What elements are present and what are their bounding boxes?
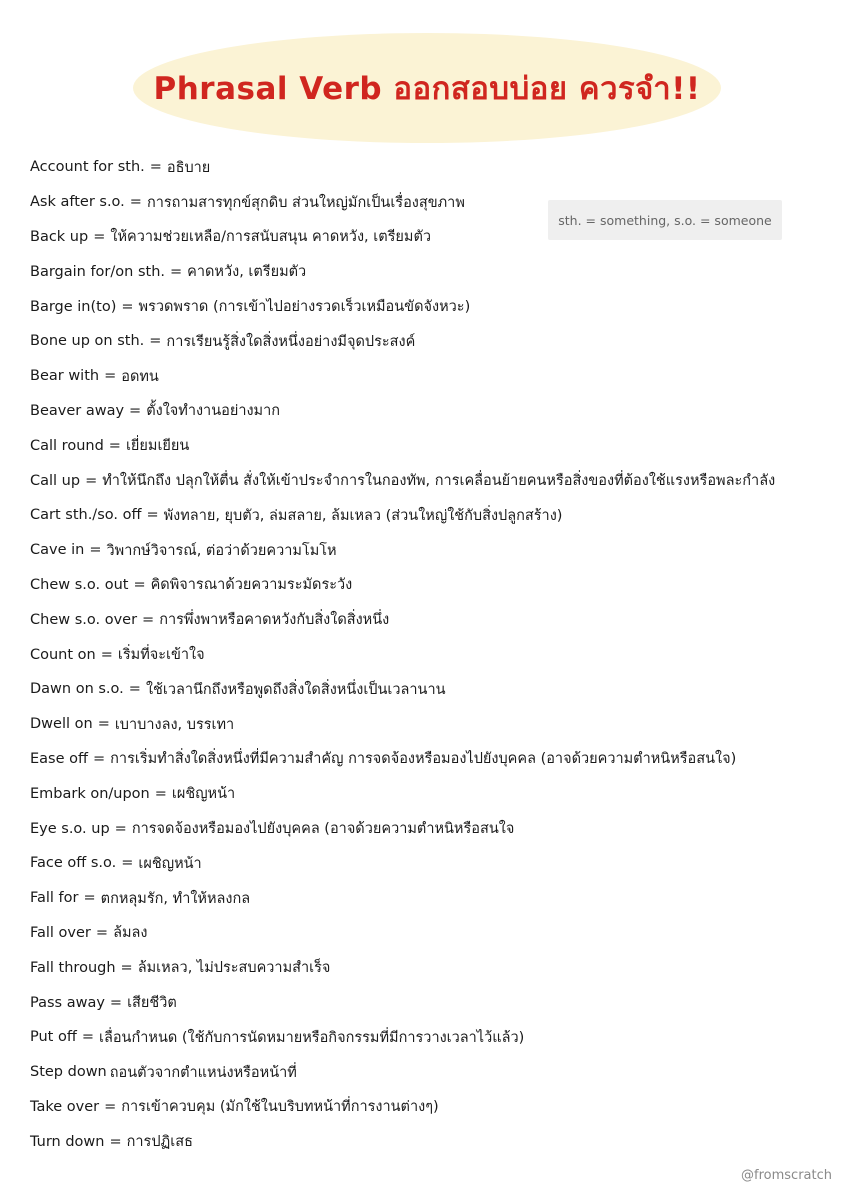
list-item-17: [30, 707, 775, 742]
list-item-5: [30, 289, 775, 324]
phrasal-verb-term: Fall through: [30, 959, 116, 976]
thai-meaning: การพึ่งพาหรือคาดหวังกับสิ่งใดสิ่งหนึ่ง: [159, 612, 390, 629]
list-item-6: [30, 324, 775, 359]
phrasal-verb-term: Ease off: [30, 750, 88, 767]
thai-meaning: การเริ่มทำสิ่งใดสิ่งหนึ่งที่มีความสำคัญ การจดจ้องหรือมองไปยังบุคคล (อาจด้วยความตำหนิหรือสนใจ): [110, 751, 737, 768]
thai-meaning: พรวดพราด (การเข้าไปอย่างรวดเร็วเหมือนขัดจังหวะ): [138, 299, 471, 316]
equals-sign: =: [89, 542, 102, 559]
list-item-11: [30, 498, 775, 533]
equals-sign: =: [93, 228, 106, 245]
thai-meaning: การเรียนรู้สิ่งใดสิ่งหนึ่งอย่างมีจุดประสงค์: [166, 333, 416, 350]
phrasal-verb-term: Dawn on s.o.: [30, 681, 124, 698]
thai-meaning: เริ่มที่จะเข้าใจ: [117, 647, 205, 664]
list-item-23: [30, 916, 775, 951]
equals-sign: =: [100, 646, 113, 663]
thai-meaning: ถอนตัวจากตำแหน่งหรือหน้าที่: [109, 1064, 297, 1081]
thai-meaning: อธิบาย: [166, 159, 211, 176]
list-item-3: [30, 220, 775, 255]
list-item-2: [30, 185, 775, 220]
list-item-22: [30, 881, 775, 916]
thai-meaning: เลื่อนกำหนด (ใช้กับการนัดหมายหรือกิจกรรมที่มีการวางเวลาไว้แล้ว): [99, 1029, 525, 1046]
list-item-21: [30, 846, 775, 881]
phrasal-verb-term: Call round: [30, 437, 104, 454]
list-item-1: [30, 150, 775, 185]
abbreviation-legend: sth. = something, s.o. = someone: [548, 200, 782, 240]
equals-sign: =: [83, 890, 96, 907]
thai-meaning: วิพากษ์วิจารณ์, ต่อว่าด้วยความโมโห: [106, 542, 337, 559]
equals-sign: =: [146, 507, 159, 524]
list-item-24: [30, 950, 775, 985]
thai-meaning: อดทน: [121, 368, 159, 385]
list-item-13: [30, 568, 775, 603]
thai-meaning: ตั้งใจทำงานอย่างมาก: [146, 403, 281, 420]
phrasal-verb-term: Back up: [30, 228, 89, 245]
thai-meaning: ให้ความช่วยเหลือ/การสนับสนุน คาดหวัง, เตรียมตัว: [110, 229, 432, 246]
phrasal-verb-term: Fall over: [30, 924, 91, 941]
phrasal-verb-term: Account for sth.: [30, 159, 145, 176]
equals-sign: =: [109, 1133, 122, 1150]
equals-sign: =: [133, 576, 146, 593]
phrasal-verb-term: Beaver away: [30, 402, 125, 419]
equals-sign: =: [97, 716, 110, 733]
list-item-27: [30, 1055, 775, 1090]
phrasal-verb-term: Cave in: [30, 542, 85, 559]
phrasal-verb-term: Chew s.o. out: [30, 576, 129, 593]
phrasal-verb-term: Face off s.o.: [30, 855, 117, 872]
phrasal-verb-term: Fall for: [30, 890, 79, 907]
equals-sign: =: [149, 159, 162, 176]
phrasal-verb-term: Dwell on: [30, 716, 93, 733]
phrasal-verb-term: Count on: [30, 646, 96, 663]
thai-meaning: เผชิญหน้า: [138, 855, 202, 872]
thai-meaning: การจดจ้องหรือมองไปยังบุคคล (อาจด้วยความตำหนิหรือสนใจ: [131, 821, 515, 838]
equals-sign: =: [170, 263, 183, 280]
thai-meaning: ใช้เวลานึกถึงหรือพูดถึงสิ่งใดสิ่งหนึ่งเป็นเวลานาน: [145, 681, 446, 698]
equals-sign: =: [129, 194, 142, 211]
equals-sign: =: [85, 472, 98, 489]
equals-sign: =: [109, 994, 123, 1011]
list-item-12: [30, 533, 775, 568]
equals-sign: =: [129, 402, 142, 419]
list-item-20: [30, 811, 775, 846]
list-item-7: [30, 359, 775, 394]
phrasal-verb-term: Ask after s.o.: [30, 194, 125, 211]
equals-sign: =: [104, 368, 117, 385]
list-item-8: [30, 394, 775, 429]
list-item-26: [30, 1020, 775, 1055]
list-item-9: [30, 428, 775, 463]
phrasal-verb-term: Call up: [30, 472, 81, 489]
phrasal-verb-term: Pass away: [30, 994, 105, 1011]
author-credit: @fromscratch: [741, 1168, 832, 1183]
thai-meaning: คาดหวัง, เตรียมตัว: [187, 264, 307, 281]
list-item-14: [30, 602, 775, 637]
thai-meaning: คิดพิจารณาด้วยความระมัดระวัง: [150, 577, 353, 594]
thai-meaning: การปฏิเสธ: [126, 1134, 193, 1151]
thai-meaning: พังทลาย, ยุบตัว, ล่มสลาย, ล้มเหลว (ส่วนใหญ่ใช้กับสิ่งปลูกสร้าง): [163, 507, 563, 524]
list-item-4: [30, 254, 775, 289]
thai-meaning: ตกหลุมรัก, ทำให้หลงกล: [100, 890, 251, 907]
phrasal-verb-term: Take over: [30, 1098, 100, 1115]
phrasal-verb-term: Embark on/upon: [30, 785, 150, 802]
thai-meaning: การเข้าควบคุม (มักใช้ในบริบทหน้าที่การงานต่างๆ): [121, 1099, 439, 1116]
equals-sign: =: [121, 855, 134, 872]
list-item-18: [30, 742, 775, 777]
list-item-28: [30, 1090, 775, 1125]
equals-sign: =: [154, 785, 167, 802]
thai-meaning: ล้มเหลว, ไม่ประสบความสำเร็จ: [137, 960, 331, 977]
phrasal-verb-term: Turn down: [30, 1133, 105, 1150]
equals-sign: =: [149, 333, 162, 350]
list-item-16: [30, 672, 775, 707]
phrasal-verb-term: Bear with: [30, 368, 100, 385]
equals-sign: =: [114, 820, 127, 837]
list-item-15: [30, 637, 775, 672]
equals-sign: =: [128, 681, 141, 698]
equals-sign: =: [121, 298, 134, 315]
list-item-29: [30, 1124, 775, 1159]
equals-sign: =: [81, 1029, 94, 1046]
thai-meaning: การถามสารทุกข์สุกดิบ ส่วนใหญ่มักเป็นเรื่องสุขภาพ: [146, 194, 465, 211]
phrasal-verb-term: Step down: [30, 1064, 107, 1081]
thai-meaning: เผชิญหน้า: [171, 786, 236, 803]
thai-meaning: เสียชีวิต: [127, 995, 177, 1012]
phrasal-verb-list: [30, 150, 775, 1159]
equals-sign: =: [120, 959, 133, 976]
equals-sign: =: [93, 750, 106, 767]
equals-sign: =: [104, 1098, 117, 1115]
thai-meaning: เบาบางลง, บรรเทา: [114, 716, 235, 733]
list-item-25: [30, 985, 775, 1020]
phrasal-verb-term: Chew s.o. over: [30, 611, 138, 628]
phrasal-verb-term: Eye s.o. up: [30, 820, 110, 837]
equals-sign: =: [95, 924, 109, 941]
phrasal-verb-term: Barge in(to): [30, 298, 117, 315]
thai-meaning: ล้มลง: [113, 925, 148, 942]
phrasal-verb-term: Cart sth./so. off: [30, 507, 142, 524]
equals-sign: =: [142, 611, 155, 628]
thai-meaning: ทำให้นึกถึง ปลุกให้ตื่น สั่งให้เข้าประจำการในกองทัพ, การเคลื่อนย้ายคนหรือสิ่งของที่ต้องใช้แรงหรือพละกำลัง: [102, 473, 776, 490]
phrasal-verb-term: Put off: [30, 1029, 77, 1046]
equals-sign: =: [108, 437, 121, 454]
page-title: Phrasal Verb ออกสอบบ่อย ควรจำ!!: [153, 71, 701, 107]
phrasal-verb-term: Bargain for/on sth.: [30, 263, 165, 280]
thai-meaning: เยี่ยมเยียน: [125, 438, 190, 455]
list-item-10: [30, 463, 775, 498]
phrasal-verb-term: Bone up on sth.: [30, 333, 145, 350]
list-item-19: [30, 776, 775, 811]
